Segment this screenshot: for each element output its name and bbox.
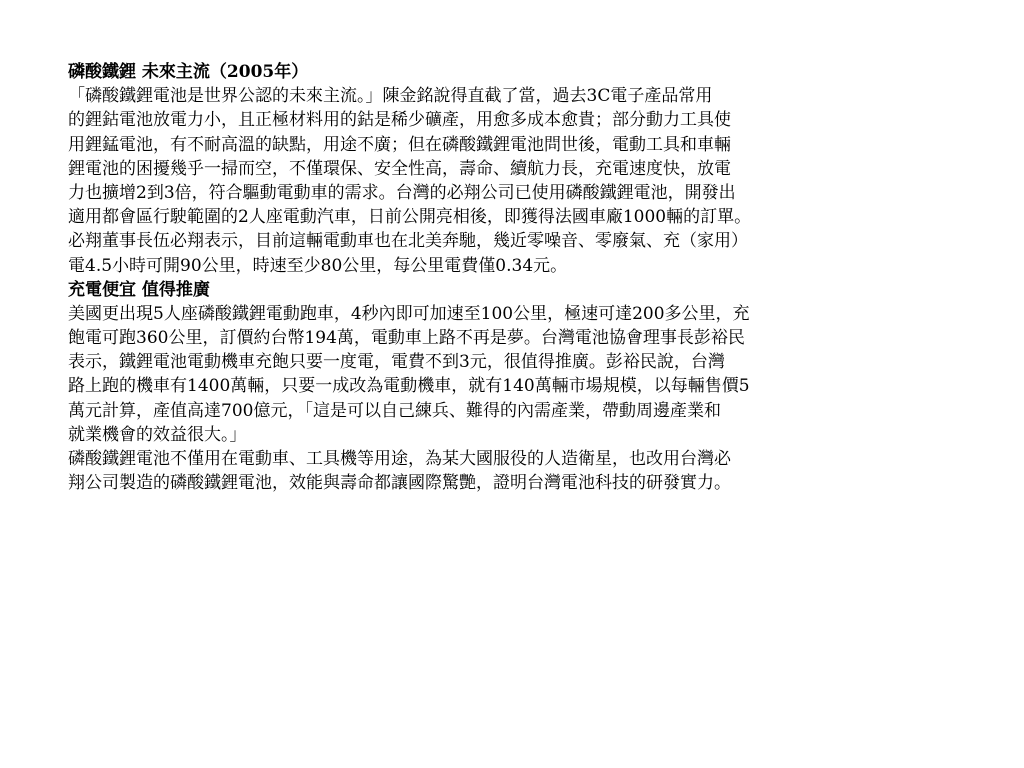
article-body xyxy=(68,60,968,495)
section-heading-cheap-charging: 充電便宜 值得推廣 xyxy=(68,279,210,300)
paragraph-line: 必翔董事長伍必翔表示，目前這輛電動車也在北美奔馳，幾近零噪音、零廢氣、充（家用） xyxy=(68,231,748,252)
paragraph-line: 的鋰鈷電池放電力小，且正極材料用的鈷是稀少礦產，用愈多成本愈貴；部分動力工具使 xyxy=(68,110,731,131)
paragraph-line: 萬元計算，產值高達700億元，「這是可以自己練兵、難得的內需產業，帶動周邊產業和 xyxy=(68,400,721,421)
paragraph-line: 就業機會的效益很大。」 xyxy=(68,424,247,445)
paragraph-line: 表示，鐵鋰電池電動機車充飽只要一度電，電費不到3元，很值得推廣。彭裕民說，台灣 xyxy=(68,352,725,373)
paragraph-line: 飽電可跑360公里，訂價約台幣194萬，電動車上路不再是夢。台灣電池協會理事長彭裕民 xyxy=(68,328,745,349)
paragraph-line: 「磷酸鐵鋰電池是世界公認的未來主流。」陳金銘說得直截了當，過去3C電子產品常用 xyxy=(68,86,713,107)
paragraph-line: 力也擴增2到3倍，符合驅動電動車的需求。台灣的必翔公司已使用磷酸鐵鋰電池，開發出 xyxy=(68,182,736,203)
paragraph-line: 路上跑的機車有1400萬輛，只要一成改為電動機車，就有140萬輛市場規模，以每輛售價5 xyxy=(68,376,750,397)
paragraph-line: 鋰電池的困擾幾乎一掃而空，不僅環保、安全性高，壽命、續航力長，充電速度快，放電 xyxy=(68,158,731,179)
paragraph-line: 適用都會區行駛範圍的2人座電動汽車，日前公開亮相後，即獲得法國車廠1000輛的訂單。 xyxy=(68,207,752,228)
paragraph-line: 電4.5小時可開90公里，時速至少80公里，每公里電費僅0.34元。 xyxy=(68,255,568,276)
section-heading-future-mainstream: 磷酸鐵鋰 未來主流（2005年） xyxy=(68,62,309,82)
paragraph-line: 翔公司製造的磷酸鐵鋰電池，效能與壽命都讓國際驚艷，證明台灣電池科技的研發實力。 xyxy=(68,473,731,494)
paragraph-line: 用鋰錳電池，有不耐高溫的缺點，用途不廣；但在磷酸鐵鋰電池問世後，電動工具和車輛 xyxy=(68,134,731,155)
paragraph-line: 美國更出現5人座磷酸鐵鋰電動跑車，4秒內即可加速至100公里，極速可達200多公里，充 xyxy=(68,303,750,324)
paragraph-line: 磷酸鐵鋰電池不僅用在電動車、工具機等用途，為某大國服役的人造衛星，也改用台灣必 xyxy=(68,449,731,469)
